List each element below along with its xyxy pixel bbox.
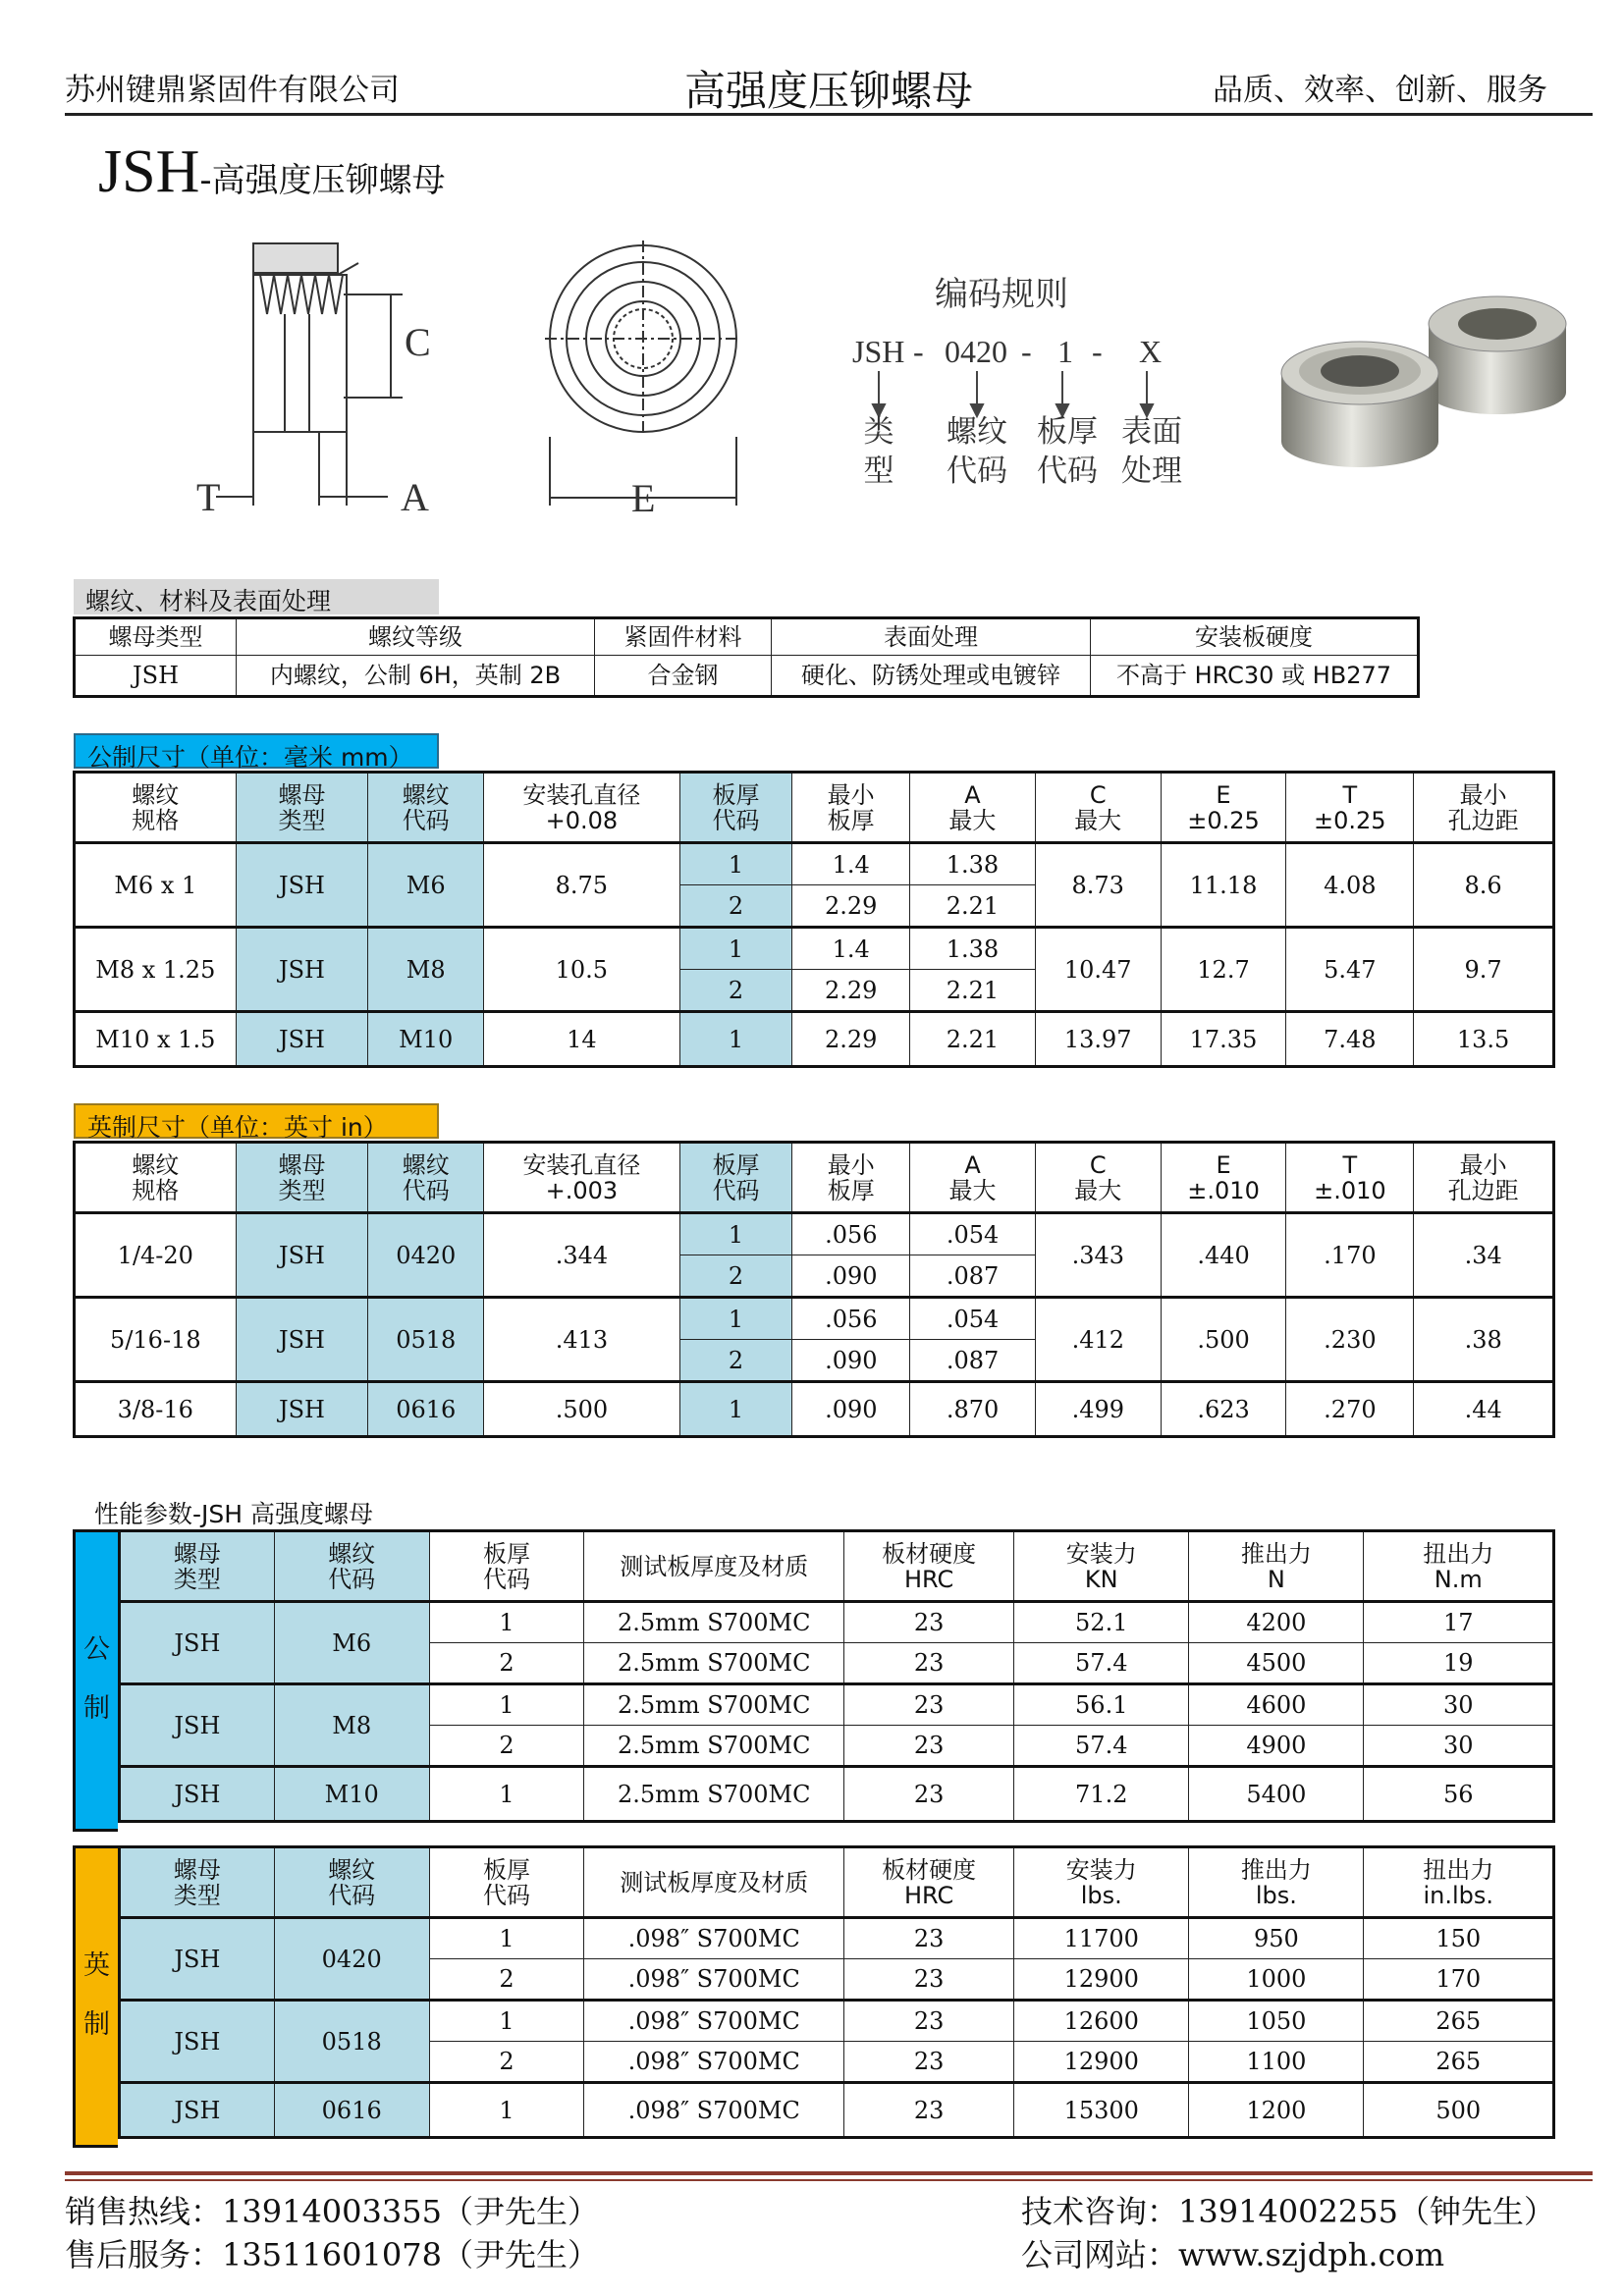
material-cell: 内螺纹，公制 6H，英制 2B	[237, 656, 595, 697]
footer-divider	[65, 2179, 1593, 2181]
cell-type: JSH	[120, 1602, 275, 1684]
code-label-type: 类 型	[863, 414, 894, 489]
cell-row-value: 2.21	[910, 885, 1036, 928]
column-header: 安装力 lbs.	[1014, 1847, 1189, 1918]
column-header: 螺纹 规格	[75, 1143, 237, 1213]
table-row	[75, 1382, 1554, 1437]
cell-type: JSH	[120, 1918, 275, 2001]
cell-row-value: 2.21	[910, 1012, 1036, 1067]
table-row	[120, 1602, 1554, 1643]
cell-row-value: 2	[429, 1726, 584, 1767]
cell-hole: .500	[484, 1382, 680, 1437]
cell-row-value: 5400	[1189, 1767, 1364, 1822]
cell-e: .440	[1161, 1213, 1286, 1298]
header-title: 高强度压铆螺母	[683, 67, 973, 115]
cell-edge: 9.7	[1414, 928, 1554, 1012]
cell-row-value: .056	[792, 1298, 910, 1340]
cell-row-value: 23	[844, 1918, 1014, 1959]
cell-row-value: 30	[1364, 1684, 1554, 1726]
material-header: 表面处理	[772, 618, 1091, 656]
cell-row-value: .087	[910, 1255, 1036, 1298]
company-name: 苏州键鼎紧固件有限公司	[65, 73, 400, 108]
cell-row-value: .054	[910, 1298, 1036, 1340]
cell-row-value: 23	[844, 1959, 1014, 2001]
metric-side-tag: 公 制	[73, 1529, 118, 1832]
cell-code: M10	[368, 1012, 484, 1067]
cell-code: M6	[368, 843, 484, 928]
cell-row-value: 2	[679, 1255, 792, 1298]
cell-row-value: 1	[429, 1918, 584, 1959]
cell-type: JSH	[236, 843, 368, 928]
column-header: 板材硬度 HRC	[844, 1847, 1014, 1918]
metric-section-label: 公制尺寸（单位：毫米 mm）	[74, 733, 439, 769]
cell-row-value: 23	[844, 1684, 1014, 1726]
cell-c: 8.73	[1035, 843, 1161, 928]
column-header: 扭出力 in.lbs.	[1364, 1847, 1554, 1918]
cell-type: JSH	[120, 1684, 275, 1767]
cell-type: JSH	[120, 2083, 275, 2138]
cell-row-value: .098″ S700MC	[584, 2001, 844, 2042]
cell-code: M8	[368, 928, 484, 1012]
material-section-label: 螺纹、材料及表面处理	[74, 579, 439, 614]
cell-code: M8	[274, 1684, 429, 1767]
cell-row-value: 1050	[1189, 2001, 1364, 2042]
cell-row-value: 17	[1364, 1602, 1554, 1643]
material-header: 螺纹等级	[237, 618, 595, 656]
cell-row-value: 1.4	[792, 843, 910, 885]
cell-row-value: 2.5mm S700MC	[584, 1726, 844, 1767]
metric-performance-table	[118, 1529, 1555, 1823]
aftersales-hotline: 售后服务：13511601078（尹先生）	[65, 2236, 599, 2273]
cell-row-value: 12900	[1014, 2042, 1189, 2083]
cell-row-value: 2.5mm S700MC	[584, 1767, 844, 1822]
cell-row-value: 56.1	[1014, 1684, 1189, 1726]
column-header: 螺纹 代码	[368, 1143, 484, 1213]
cell-edge: .34	[1414, 1213, 1554, 1298]
cell-edge: .44	[1414, 1382, 1554, 1437]
cell-row-value: 265	[1364, 2042, 1554, 2083]
column-header: 安装孔直径 +.003	[484, 1143, 680, 1213]
dim-a-label: A	[401, 475, 429, 519]
cell-row-value: 23	[844, 2042, 1014, 2083]
code-label-finish: 表面 处理	[1121, 414, 1182, 489]
column-header: 扭出力 N.m	[1364, 1531, 1554, 1602]
cell-edge: 13.5	[1414, 1012, 1554, 1067]
cell-e: .500	[1161, 1298, 1286, 1382]
company-website: 公司网站：www.szjdph.com	[1021, 2236, 1445, 2273]
imperial-dimension-table	[73, 1141, 1555, 1438]
cell-row-value: 23	[844, 1726, 1014, 1767]
cell-row-value: .098″ S700MC	[584, 2042, 844, 2083]
cell-type: JSH	[236, 1382, 368, 1437]
cell-t: .170	[1286, 1213, 1414, 1298]
metric-dimension-table	[73, 771, 1555, 1068]
table-row	[75, 1298, 1554, 1340]
code-token-type: JSH	[852, 334, 905, 369]
cell-t: 4.08	[1286, 843, 1414, 928]
cell-hole: 10.5	[484, 928, 680, 1012]
cell-row-value: 15300	[1014, 2083, 1189, 2138]
code-token-dash: -	[1092, 334, 1103, 369]
table-row	[75, 1213, 1554, 1255]
cell-spec: M10 x 1.5	[75, 1012, 237, 1067]
column-header: 板厚 代码	[679, 773, 792, 843]
column-header: A 最大	[910, 773, 1036, 843]
cell-row-value: 1200	[1189, 2083, 1364, 2138]
cell-row-value: 2	[679, 1340, 792, 1382]
cell-code: 0420	[274, 1918, 429, 2001]
top-view-drawing	[545, 240, 741, 525]
cell-type: JSH	[236, 1012, 368, 1067]
cell-row-value: 1100	[1189, 2042, 1364, 2083]
dim-c-label: C	[405, 320, 431, 364]
performance-section-label: 性能参数-JSH 高强度螺母	[94, 1500, 374, 1528]
cell-code: 0616	[274, 2083, 429, 2138]
cell-row-value: 1	[429, 1684, 584, 1726]
cell-row-value: 1000	[1189, 1959, 1364, 2001]
column-header: 螺母 类型	[236, 773, 368, 843]
material-cell: 合金钢	[595, 656, 772, 697]
imperial-side-tag: 英 制	[73, 1845, 118, 2148]
cell-spec: 3/8-16	[75, 1382, 237, 1437]
cell-row-value: 23	[844, 1602, 1014, 1643]
column-header: T ±.010	[1286, 1143, 1414, 1213]
cell-spec: M6 x 1	[75, 843, 237, 928]
cell-row-value: 12600	[1014, 2001, 1189, 2042]
material-table	[73, 616, 1420, 698]
cell-type: JSH	[120, 2001, 275, 2083]
cell-c: 13.97	[1035, 1012, 1161, 1067]
product-photo	[1272, 275, 1576, 486]
cell-type: JSH	[236, 1213, 368, 1298]
column-header: A 最大	[910, 1143, 1036, 1213]
cell-row-value: 2.29	[792, 970, 910, 1012]
cell-row-value: 1	[679, 1298, 792, 1340]
column-header: 最小 孔边距	[1414, 1143, 1554, 1213]
cell-row-value: 1	[679, 843, 792, 885]
cell-row-value: 170	[1364, 1959, 1554, 2001]
code-token-dash: -	[913, 334, 924, 369]
cell-c: 10.47	[1035, 928, 1161, 1012]
code-token-thickness: 1	[1057, 334, 1073, 369]
column-header: 板厚 代码	[429, 1847, 584, 1918]
cell-e: .623	[1161, 1382, 1286, 1437]
cell-row-value: .870	[910, 1382, 1036, 1437]
cell-t: 5.47	[1286, 928, 1414, 1012]
column-header: 板厚 代码	[679, 1143, 792, 1213]
column-header: 板厚 代码	[429, 1531, 584, 1602]
cell-code: 0518	[274, 2001, 429, 2083]
column-header: 安装力 KN	[1014, 1531, 1189, 1602]
cell-row-value: 1	[679, 1012, 792, 1067]
cell-row-value: .090	[792, 1382, 910, 1437]
cell-row-value: 2.29	[792, 1012, 910, 1067]
material-header: 螺母类型	[75, 618, 237, 656]
tech-consult: 技术咨询：13914002255（钟先生）	[1021, 2193, 1555, 2230]
cell-type: JSH	[236, 928, 368, 1012]
column-header: 最小 板厚	[792, 773, 910, 843]
cell-row-value: 30	[1364, 1726, 1554, 1767]
column-header: E ±0.25	[1161, 773, 1286, 843]
cell-row-value: 23	[844, 1643, 1014, 1684]
column-header: 螺母 类型	[236, 1143, 368, 1213]
cell-row-value: 4500	[1189, 1643, 1364, 1684]
column-header: 板材硬度 HRC	[844, 1531, 1014, 1602]
cell-row-value: 12900	[1014, 1959, 1189, 2001]
cell-row-value: 11700	[1014, 1918, 1189, 1959]
cell-edge: .38	[1414, 1298, 1554, 1382]
side-view-drawing	[187, 236, 461, 530]
dim-e-label: E	[631, 476, 656, 520]
material-header: 紧固件材料	[595, 618, 772, 656]
cell-hole: 8.75	[484, 843, 680, 928]
cell-row-value: .090	[792, 1340, 910, 1382]
cell-row-value: 950	[1189, 1918, 1364, 1959]
cell-row-value: 23	[844, 2001, 1014, 2042]
column-header: 螺纹 规格	[75, 773, 237, 843]
imperial-performance-table	[118, 1845, 1555, 2139]
cell-row-value: 265	[1364, 2001, 1554, 2042]
cell-row-value: .098″ S700MC	[584, 1918, 844, 1959]
cell-row-value: 2	[679, 970, 792, 1012]
cell-row-value: 500	[1364, 2083, 1554, 2138]
table-row	[120, 2001, 1554, 2042]
cell-row-value: .056	[792, 1213, 910, 1255]
product-title	[98, 137, 446, 207]
cell-c: .343	[1035, 1213, 1161, 1298]
footer-divider	[65, 2171, 1593, 2175]
table-row	[75, 843, 1554, 885]
cell-row-value: 2	[429, 1959, 584, 2001]
cell-row-value: 57.4	[1014, 1726, 1189, 1767]
cell-e: 17.35	[1161, 1012, 1286, 1067]
cell-hole: 14	[484, 1012, 680, 1067]
cell-row-value: 1.38	[910, 843, 1036, 885]
material-cell: 硬化、防锈处理或电镀锌	[772, 656, 1091, 697]
column-header: 螺纹 代码	[274, 1531, 429, 1602]
material-header: 安装板硬度	[1091, 618, 1419, 656]
cell-row-value: 23	[844, 1767, 1014, 1822]
coding-title: 编码规则	[935, 275, 1068, 314]
column-header: 螺母 类型	[120, 1847, 275, 1918]
code-label-thread: 螺纹 代码	[947, 414, 1007, 489]
page-header	[65, 59, 1593, 116]
cell-row-value: 2.5mm S700MC	[584, 1602, 844, 1643]
cell-row-value: 19	[1364, 1643, 1554, 1684]
code-token-dash: -	[1021, 334, 1032, 369]
column-header: 最小 板厚	[792, 1143, 910, 1213]
material-cell: JSH	[75, 656, 237, 697]
cell-row-value: 1	[429, 2083, 584, 2138]
column-header: C 最大	[1035, 1143, 1161, 1213]
cell-row-value: .054	[910, 1213, 1036, 1255]
cell-row-value: 2	[679, 885, 792, 928]
column-header: T ±0.25	[1286, 773, 1414, 843]
cell-row-value: 1	[429, 1767, 584, 1822]
cell-row-value: 1.38	[910, 928, 1036, 970]
cell-row-value: .087	[910, 1340, 1036, 1382]
cell-row-value: 52.1	[1014, 1602, 1189, 1643]
imperial-section-label: 英制尺寸（单位：英寸 in）	[74, 1103, 439, 1139]
column-header: C 最大	[1035, 773, 1161, 843]
cell-row-value: 2.5mm S700MC	[584, 1684, 844, 1726]
cell-row-value: .090	[792, 1255, 910, 1298]
column-header: E ±.010	[1161, 1143, 1286, 1213]
cell-row-value: 1	[679, 1213, 792, 1255]
cell-row-value: 1	[429, 1602, 584, 1643]
cell-c: .499	[1035, 1382, 1161, 1437]
cell-row-value: 1	[429, 2001, 584, 2042]
cell-spec: 5/16-18	[75, 1298, 237, 1382]
cell-row-value: .098″ S700MC	[584, 2083, 844, 2138]
cell-c: .412	[1035, 1298, 1161, 1382]
cell-row-value: 2.29	[792, 885, 910, 928]
cell-code: 0518	[368, 1298, 484, 1382]
code-token-finish: X	[1139, 334, 1163, 369]
table-row	[120, 1767, 1554, 1822]
table-row	[75, 1012, 1554, 1067]
column-header: 螺纹 代码	[274, 1847, 429, 1918]
cell-row-value: 1	[679, 928, 792, 970]
cell-t: 7.48	[1286, 1012, 1414, 1067]
cell-code: M10	[274, 1767, 429, 1822]
cell-row-value: 4200	[1189, 1602, 1364, 1643]
cell-row-value: 23	[844, 2083, 1014, 2138]
sales-hotline: 销售热线：13914003355（尹先生）	[65, 2193, 599, 2230]
cell-row-value: 71.2	[1014, 1767, 1189, 1822]
cell-row-value: 1	[679, 1382, 792, 1437]
cell-row-value: 2	[429, 1643, 584, 1684]
table-row	[120, 1684, 1554, 1726]
column-header: 测试板厚度及材质	[584, 1531, 844, 1602]
cell-type: JSH	[236, 1298, 368, 1382]
cell-spec: M8 x 1.25	[75, 928, 237, 1012]
cell-code: 0616	[368, 1382, 484, 1437]
column-header: 推出力 N	[1189, 1531, 1364, 1602]
cell-hole: .344	[484, 1213, 680, 1298]
cell-row-value: 150	[1364, 1918, 1554, 1959]
table-row	[75, 928, 1554, 970]
cell-row-value: .098″ S700MC	[584, 1959, 844, 2001]
table-row	[120, 2083, 1554, 2138]
company-slogan: 品质、效率、创新、服务	[1213, 73, 1547, 108]
cell-row-value: 2.21	[910, 970, 1036, 1012]
code-label-thickness: 板厚 代码	[1037, 414, 1098, 489]
material-cell: 不高于 HRC30 或 HB277	[1091, 656, 1419, 697]
cell-row-value: 2	[429, 2042, 584, 2083]
product-name: -高强度压铆螺母	[199, 161, 446, 200]
cell-row-value: 4600	[1189, 1684, 1364, 1726]
table-row	[120, 1918, 1554, 1959]
dim-t-label: T	[196, 475, 221, 519]
column-header: 螺母 类型	[120, 1531, 275, 1602]
cell-type: JSH	[120, 1767, 275, 1822]
product-code: JSH	[98, 138, 200, 205]
code-token-thread: 0420	[945, 334, 1007, 369]
cell-hole: .413	[484, 1298, 680, 1382]
cell-t: .230	[1286, 1298, 1414, 1382]
column-header: 安装孔直径 +0.08	[484, 773, 680, 843]
cell-e: 11.18	[1161, 843, 1286, 928]
column-header: 最小 孔边距	[1414, 773, 1554, 843]
cell-e: 12.7	[1161, 928, 1286, 1012]
cell-t: .270	[1286, 1382, 1414, 1437]
cell-code: 0420	[368, 1213, 484, 1298]
cell-row-value: 4900	[1189, 1726, 1364, 1767]
column-header: 测试板厚度及材质	[584, 1847, 844, 1918]
cell-row-value: 56	[1364, 1767, 1554, 1822]
cell-row-value: 57.4	[1014, 1643, 1189, 1684]
column-header: 螺纹 代码	[368, 773, 484, 843]
cell-code: M6	[274, 1602, 429, 1684]
column-header: 推出力 lbs.	[1189, 1847, 1364, 1918]
cell-spec: 1/4-20	[75, 1213, 237, 1298]
cell-row-value: 1.4	[792, 928, 910, 970]
cell-edge: 8.6	[1414, 843, 1554, 928]
cell-row-value: 2.5mm S700MC	[584, 1643, 844, 1684]
